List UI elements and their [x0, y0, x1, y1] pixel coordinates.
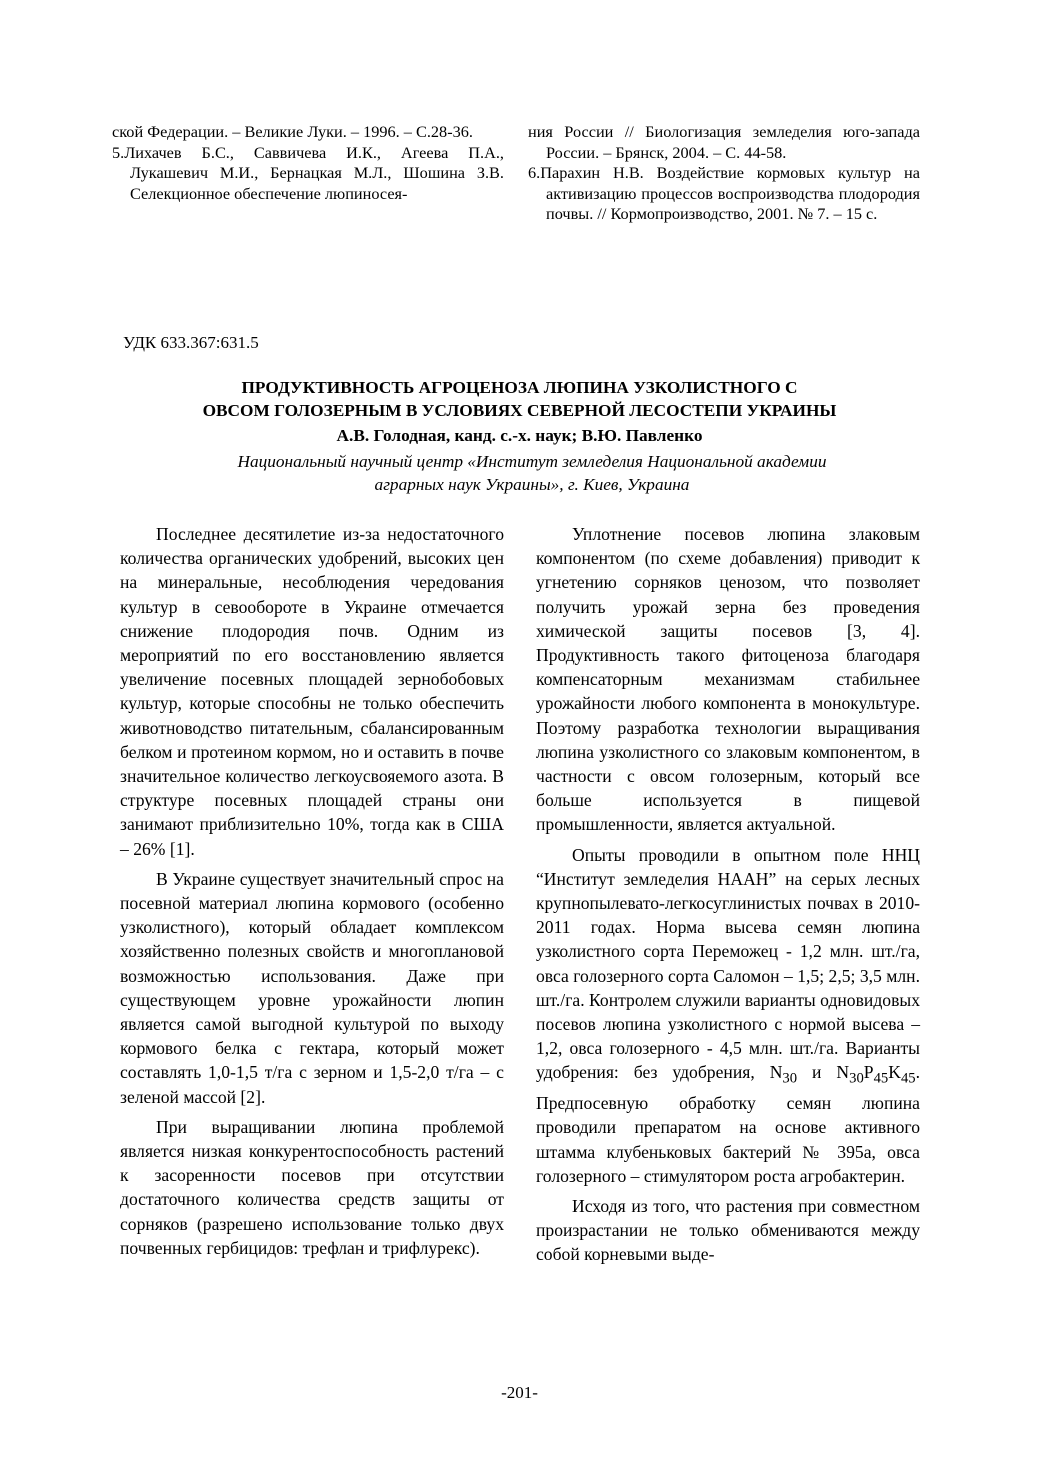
body-paragraph: В Украине существует значительный спрос на посевной материал люпина кормового (особенно узколистного), который обладает комплексом хозяйственно полезных свойств и многоплановой возможностью использования. Даже при существующем уровне урожайности люпин является самой выгодной культурой по выходу кормового белка с гектара, который может составлять 1,0-1,5 т/га с зерном и 1,5-2,0 т/га – с зеленой массой [2]. — [120, 868, 504, 1107]
author-affiliation — [152, 450, 912, 496]
article-authors: А.В. Голодная, канд. с.-х. наук; В.Ю. Павленко — [336, 426, 703, 445]
subscript: 45 — [900, 1070, 916, 1087]
body-text: Опыты проводили в опытном поле ННЦ “Институт земледелия НААН” на серых лесных крупнопылевато-легкосуглинистых почвах в 2010-2011 годах. Норма высева семян люпина узколистного сорта Переможец - 1,2 млн. шт./га, овса голозерного сорта Саломон – 1,5; 2,5; 3,5 млн. шт./га. Контролем служили варианты одновидовых посевов люпина узколистного с нормой высева – 1,2, овса голозерного - 4,5 млн. шт./га. Варианты удобрения: без удобрения, N — [536, 844, 920, 1083]
references-left-column — [112, 122, 504, 225]
title-line: ПРОДУКТИВНОСТЬ АГРОЦЕНОЗА ЛЮПИНА УЗКОЛИСТНОГО С — [241, 378, 798, 397]
title-line: ОВСОМ ГОЛОЗЕРНЫМ В УСЛОВИЯХ СЕВЕРНОЙ ЛЕСОСТЕПИ УКРАИНЫ — [202, 401, 837, 420]
subscript: 45 — [873, 1070, 889, 1087]
reference-continuation: ской Федерации. – Великие Луки. – 1996. – С.28-36. — [112, 122, 473, 141]
reference-item-5: 5.Лихачев Б.С., Саввичева И.К., Агеева П.А., Лукашевич М.И., Бернацкая М.Л., Шошина З.В. Селекционное обеспечение люпиносея- — [112, 142, 504, 203]
body-text: и N — [797, 1062, 850, 1083]
udk-code: УДК 633.367:631.5 — [123, 333, 259, 352]
article-body — [120, 522, 920, 1273]
references-right-column — [528, 122, 920, 225]
body-text: K — [888, 1062, 901, 1083]
affiliation-line: аграрных наук Украины», г. Киев, Украина — [374, 475, 690, 494]
body-text: P — [863, 1062, 874, 1083]
subscript: 30 — [782, 1070, 798, 1087]
body-right-column — [536, 522, 920, 1273]
subscript: 30 — [849, 1070, 864, 1087]
body-paragraph: Уплотнение посевов люпина злаковым компонентом (по схеме добавления) приводит к угнетению сорняков ценозом, что позволяет получить урожай зерна без проведения химической защиты посевов [3, 4]. Продуктивность такого фитоценоза благодаря компенсаторным механизмам стабильнее урожайности любого компонента в монокультуре. Поэтому разработка технологии выращивания люпина узколистного со злаковым компонентом, в частности с овсом голозерным, который все больше используется в пищевой промышленности, является актуальной. — [536, 524, 920, 835]
body-paragraph — [536, 843, 920, 1188]
body-paragraph: При выращивании люпина проблемой является низкая конкурентоспособность растений к засоренности посевов при отсутствии достаточного количества средств защиты от сорняков (разрешено использование только двух почвенных гербицидов: трефлан и трифлурекс). — [120, 1116, 504, 1258]
body-text: . Предпосевную обработку семян люпина проводили препаратом на основе активного штамма клубеньковых бактерий № 395а, овса голозерного – стимулятором роста агробактерин. — [536, 1062, 920, 1186]
body-paragraph: Исходя из того, что растения при совместном произрастании не только обмениваются между собой корневыми выде- — [536, 1196, 920, 1265]
page-number: -201- — [501, 1383, 538, 1402]
body-paragraph: Последнее десятилетие из-за недостаточного количества органических удобрений, высоких цен на минеральные, несоблюдения чередования культур в севообороте в Украине отмечается снижение плодородия почв. Одним из мероприятий по его восстановлению является увеличение посевных площадей зернобобовых культур, которые способны не только обеспечить животноводство питательным, сбалансированным белком и протеином кормом, но и оставить в почве значительное количество легкоусвояемого азота. В структуре посевных площадей страны они занимают приблизительно 10%, тогда как в США – 26% [1]. — [120, 524, 504, 859]
reference-continuation: ния России // Биологизация земледелия юго-запада России. – Брянск, 2004. – С. 44-58. — [528, 122, 920, 162]
body-left-column — [120, 522, 504, 1273]
references-block — [112, 122, 920, 225]
affiliation-line: Национальный научный центр «Институт земледелия Национальной академии — [237, 452, 827, 471]
reference-item-6: 6.Парахин Н.В. Воздействие кормовых культур на активизацию процессов воспроизводства плодородия почвы. // Кормопроизводство, 2001. № 7. – 15 с. — [528, 163, 920, 223]
article-title — [112, 376, 927, 422]
